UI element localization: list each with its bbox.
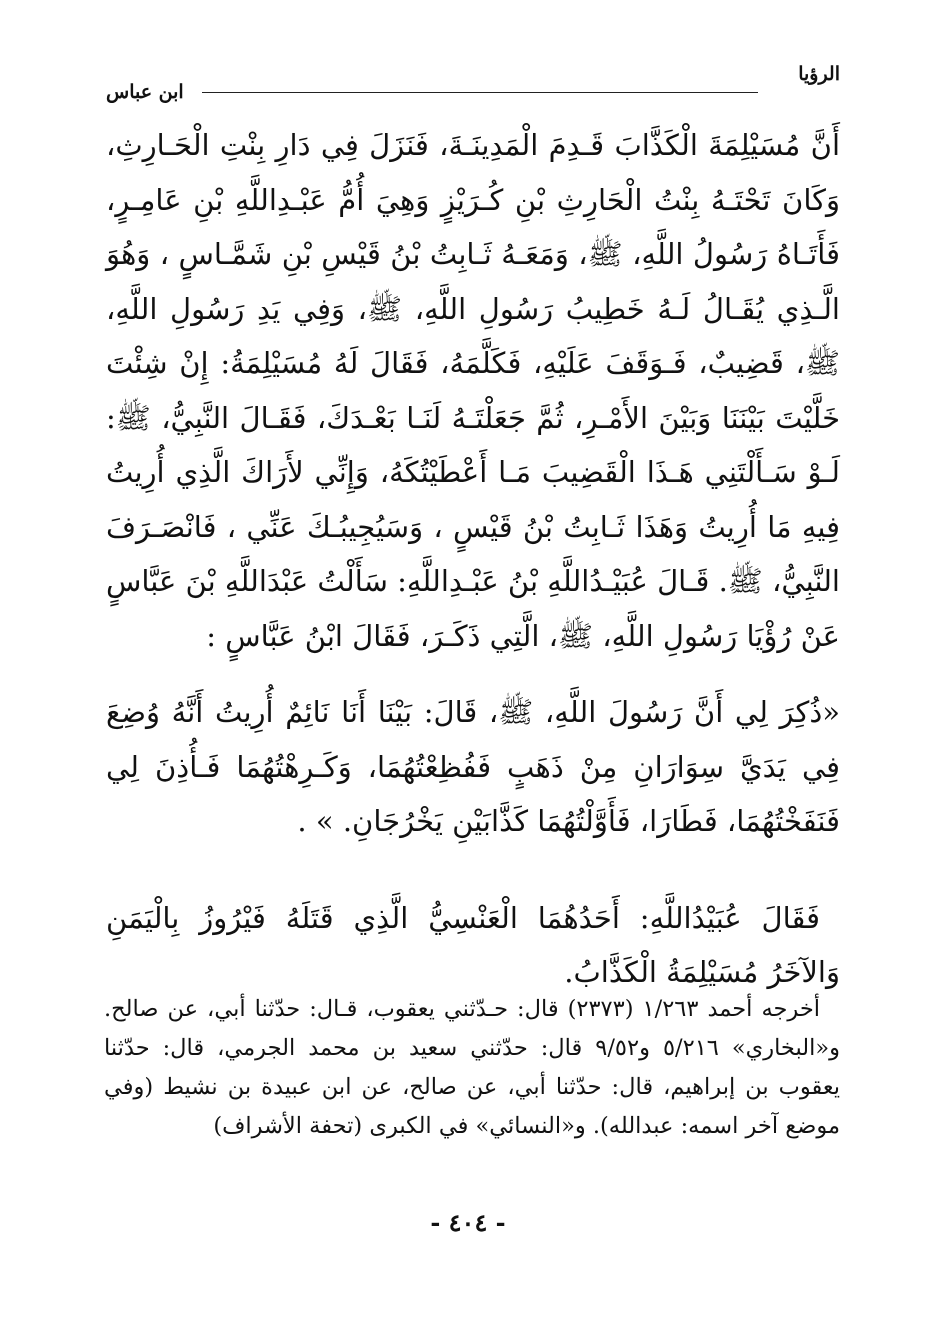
paragraph-main: أَنَّ مُسَيْلِمَةَ الْكَذَّابَ قَـدِمَ الْمَدِينَـةَ، فَنَزَلَ فِي دَارِ بِنْتِ الْحَـارِثِ، وَكَانَ تَحْتَـهُ بِنْتُ الْحَارِثِ بْنِ كُـرَيْزٍ وَهِيَ أُمُّ عَبْـدِاللَّهِ بْنِ عَامِـرٍ، فَأَتَـاهُ رَسُولُ اللَّهِ، ﷺ، وَمَعَـهُ ثَـابِتُ بْنُ قَيْسِ بْنِ شَمَّـاسٍ ، وَهُوَ الَّـذِي يُقَـالُ لَـهُ خَطِيبُ رَسُولِ اللَّهِ، ﷺ، وَفِي يَدِ رَسُولِ اللَّهِ، ﷺ، قَضِيبٌ، فَـوَقَفَ عَلَيْهِ، فَكَلَّمَهُ، فَقَالَ لَهُ مُسَيْلِمَةُ: إِنْ شِئْتَ خَلَّيْتَ بَيْنَنَا وَبَيْنَ الأَمْـرِ، ثُمَّ جَعَلْتَـهُ لَنَـا بَعْـدَكَ، فَقَـالَ النَّبِيُّ، ﷺ: لَـوْ سَـأَلْتَنِي هَـذَا الْقَضِيبَ مَـا أَعْطَيْتُكَهُ، وَإِنِّي لأَرَاكَ الَّذِي أُرِيتُ فِيهِ مَا أُرِيتُ وَهَذَا ثَـابِتُ بْنُ قَيْسٍ ، وَسَيُجِيبُـكَ عَنِّي ، فَانْصَـرَفَ النَّبِيُّ، ﷺ. قَـالَ عُبَيْـدُاللَّهِ بْنُ عَبْـدِاللَّهِ: سَأَلْتُ عَبْدَاللَّهِ بْنَ عَبَّاسٍ عَنْ رُؤْيَا رَسُولِ اللَّهِ، ﷺ، الَّتِي ذَكَـرَ، فَقَالَ ابْنُ عَبَّاسٍ : [106,128,840,653]
page-number: - ٤٠٤ - [430,1208,506,1237]
running-header [106,62,840,112]
footnote [104,990,840,1146]
header-chapter-title: الرؤيا [798,63,840,85]
footnote-text: أخرجه أحمد ١/٢٦٣ (٢٣٧٣) قال: حـدّثني يعقوب، قـال: حدّثنا أبي، عن صالح. و«البخاري» ٥/٢١٦ و٩/٥٢ قال: حدّثني سعيد بن محمد الجرمي، قال: حدّثنا يعقوب بن إبراهيم، قال: حدّثنا أبي، عن صالح، عن ابن عبيدة بن نشيط (وفي موضع آخر اسمه: عبدالله). و«النسائي» في الكبرى (تحفة الأشراف) [104,996,840,1139]
paragraph-closing: فَقَالَ عُبَيْدُاللَّهِ: أَحَدُهُمَا الْعَنْسِيُّ الَّذِي قَتَلَهُ فَيْرُوزُ بِالْيَمَنِ وَالآخَرُ مُسَيْلِمَةُ الْكَذَّابُ. [106,900,840,989]
paragraph-hadith: «ذُكِرَ لِي أَنَّ رَسُولَ اللَّهِ، ﷺ، قَالَ: بَيْنَا أَنَا نَائِمٌ أُرِيتُ أَنَّهُ وُضِعَ فِي يَدَيَّ سِوَارَانِ مِنْ ذَهَبٍ فَفُظِعْتُهُمَا، وَكَـرِهْتُهُمَا فَـأُذِنَ لِي فَنَفَخْتُهُمَا، فَطَارَا، فَأَوَّلْتُهُمَا كَذَّابَيْنِ يَخْرُجَانِ. » . [106,695,840,838]
main-text [106,118,840,1000]
header-rule [202,92,758,93]
header-section-title: ابن عباس [106,81,184,103]
